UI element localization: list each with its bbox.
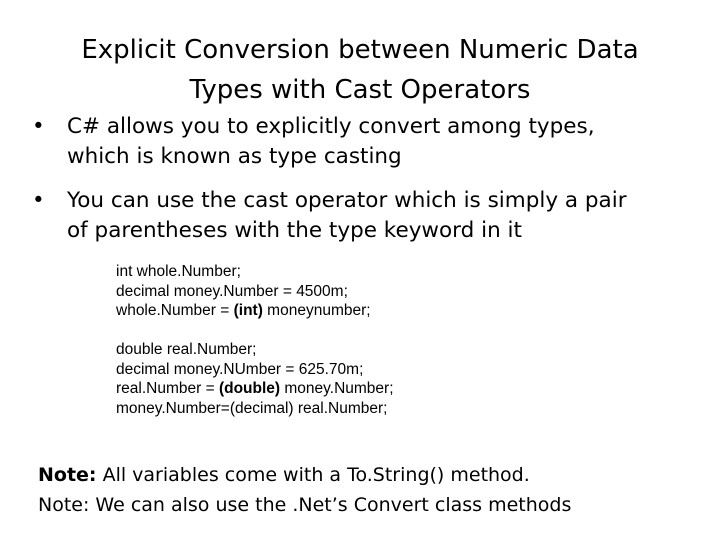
code-line: decimal money.Number = 4500m; [116,282,348,300]
bullet-text-line: C# allows you to explicitly convert among types, [67,114,595,139]
code-line: int whole.Number; [116,263,241,280]
code-line: money.Number=(decimal) real.Number; [116,399,388,417]
note-label: Note: [38,464,97,486]
cast-keyword: (int) [233,302,263,319]
code-line: double real.Number; [116,341,257,358]
bullet-text-line: which is known as type casting [67,144,402,169]
code-blank-line [116,321,676,341]
bullet-text-line: You can use the cast operator which is simply a pair [67,188,627,213]
title-line-2: Types with Cast Operators [189,75,531,105]
cast-keyword: (double) [218,380,281,397]
code-text: whole.Number = [116,302,234,319]
code-line [116,301,676,321]
title-line-1: Explicit Conversion between Numeric Data [81,35,639,65]
code-example [116,262,676,418]
code-text: real.Number = [116,380,219,397]
bullet-item [32,186,692,246]
note-line [38,460,698,490]
code-text: money.Number; [280,380,394,397]
note-text: All variables come with a To.String() method. [96,464,530,486]
bullet-text-line: of parentheses with the type keyword in it [67,218,522,243]
slide-title [40,30,680,110]
bullet-icon: • [32,114,45,139]
code-line [116,379,676,399]
code-text: moneynumber; [262,302,371,319]
bullet-list [32,112,692,260]
bullet-icon: • [32,188,45,213]
code-line: decimal money.NUmber = 625.70m; [116,360,364,378]
bullet-item [32,112,692,172]
note-line: Note: We can also use the .Net’s Convert class methods [38,494,572,516]
notes [38,460,698,520]
